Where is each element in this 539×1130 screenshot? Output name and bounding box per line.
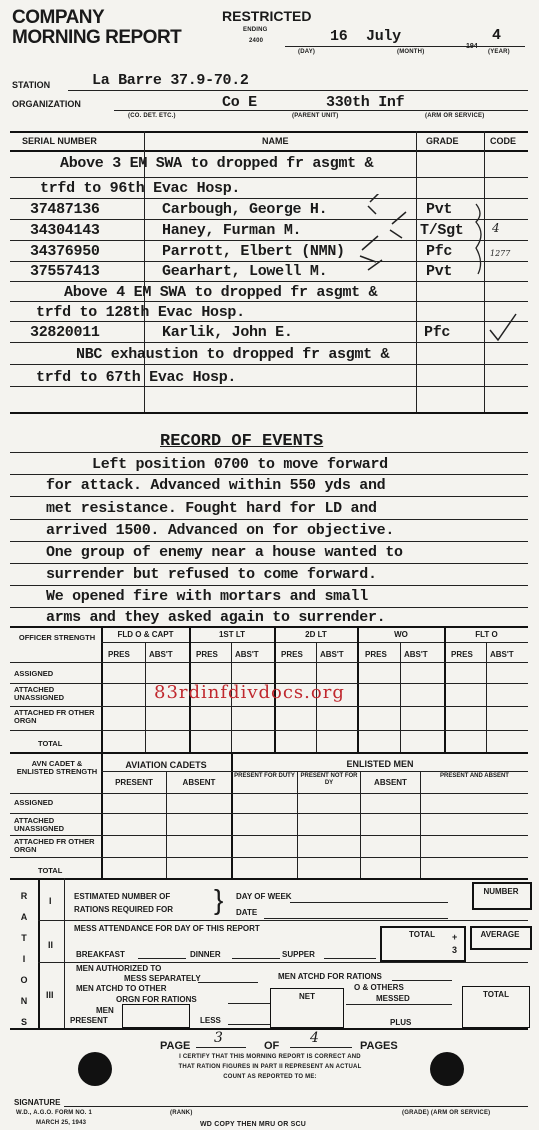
em-col-present-absent: PRESENT AND ABSENT [440,773,509,779]
record-line: One group of enemy near a house wanted to [46,544,403,561]
entry-grade: Pvt [426,263,453,280]
handwritten-marks [340,194,530,344]
breakfast-label: BREAKFAST [76,950,125,959]
watermark: 83rdinfdivdocs.org [154,682,345,703]
col-name: NAME [262,136,289,146]
officer-abst: ABS'T [320,650,344,659]
entry-grade: Pfc [426,243,453,260]
officer-abst: ABS'T [404,650,428,659]
men-present-box [122,1004,190,1028]
officer-row-assigned: ASSIGNED [14,669,54,678]
pages-label: PAGES [360,1040,398,1052]
entry-name: Haney, Furman M. [162,222,302,239]
form-title-line2: MORNING REPORT [12,27,182,48]
men-present-line2: PRESENT [70,1016,108,1025]
auth-line2: MESS SEPARATELY [124,974,201,983]
officer-abst: ABS'T [490,650,514,659]
entry-grade: Pvt [426,201,453,218]
rations-est-line2: RATIONS REQUIRED FOR [74,905,173,914]
month-label: (MONTH) [397,49,425,55]
entry-serial: 37557413 [30,263,100,280]
officer-pres: PRES [365,650,387,659]
station-value: La Barre 37.9-70.2 [92,72,249,89]
entry-name: Karlik, John E. [162,324,293,341]
grade-arm-label: (GRADE) (ARM OR SERVICE) [402,1110,491,1116]
em-col-present-duty: PRESENT FOR DUTY [234,773,295,779]
entry-text: Above 4 EM SWA to dropped fr asgmt & [64,284,378,301]
mess-total-label: TOTAL [409,930,435,939]
org-sub-parent: (PARENT UNIT) [292,113,339,119]
officer-group-1st-lt: 1ST LT [218,630,246,639]
record-line: Left position 0700 to move forward [92,456,388,473]
company-value: Co E [222,94,257,111]
officer-group-wo: WO [394,630,408,639]
officer-abst: ABS'T [235,650,259,659]
officer-row-attached-unassigned: ATTACHED UNASSIGNED [14,685,65,702]
entry-name: Gearhart, Lowell M. [162,263,328,280]
month-value: July [366,28,401,45]
year-label: (YEAR) [488,49,510,55]
svg-text:1277: 1277 [490,249,511,258]
day-value: 16 [330,28,348,45]
certify-line3: COUNT AS REPORTED TO ME: [223,1074,317,1080]
plus-sign: + [452,932,458,942]
officer-row-attached-fr: ATTACHED FR OTHER ORGN [14,708,95,725]
atchd-line2: ORGN FOR RATIONS [116,995,197,1004]
atchd-for-line3: MESSED [376,994,410,1003]
svg-text:4: 4 [492,221,500,235]
entry-text: trfd to 67th Evac Hosp. [36,369,237,386]
atchd-line1: MEN ATCHD TO OTHER [76,984,167,993]
cadet-col-present: PRESENT [115,778,153,787]
col-grade: GRADE [426,136,459,146]
officer-strength-title: OFFICER STRENGTH [18,633,96,642]
record-line: arms and they asked again to surrender. [46,609,386,626]
certify-line2: THAT RATION FIGURES IN PART II REPRESENT AN ACTUAL [178,1064,362,1070]
rations-side-label: R A T I O N S [20,891,28,1027]
form-title-line1: COMPANY [12,7,105,28]
enlisted-row-attached-fr: ATTACHED FR OTHER ORGN [14,837,95,854]
copy-distribution: WD COPY THEN MRU OR SCU [200,1121,306,1128]
officer-pres: PRES [196,650,218,659]
record-line: arrived 1500. Advanced on for objective. [46,522,395,539]
rations-est-line1: ESTIMATED NUMBER OF [74,892,171,901]
atchd-for-line2: O & OTHERS [354,983,404,992]
officer-row-total: TOTAL [38,739,63,748]
dinner-label: DINNER [190,950,221,959]
rations-section-iii: III [46,990,54,1000]
rank-label: (RANK) [170,1110,193,1116]
average-label: AVERAGE [480,930,520,939]
entry-serial: 32820011 [30,324,100,341]
org-sub-arm: (ARM OR SERVICE) [425,113,485,119]
entry-name: Carbough, George H. [162,201,328,218]
entry-serial: 37487136 [30,201,100,218]
entry-serial: 34376950 [30,243,100,260]
auth-line1: MEN AUTHORIZED TO [76,964,162,973]
record-line: surrender but refused to come forward. [46,566,377,583]
entry-grade: T/Sgt [420,222,464,239]
plus-label: PLUS [390,1018,412,1027]
men-present-line1: MEN [96,1006,114,1015]
enlisted-strength-title: AVN CADET & ENLISTED STRENGTH [16,759,98,776]
officer-pres: PRES [281,650,303,659]
record-line: met resistance. Fought hard for LD and [46,500,377,517]
record-line: We opened fire with mortars and small [46,588,368,605]
punch-hole-left [78,1052,112,1086]
certify-line1: I CERTIFY THAT THIS MORNING REPORT IS CORRECT AND [179,1054,361,1060]
rations-total-label: TOTAL [483,990,509,999]
station-label: STATION [12,80,51,90]
officer-pres: PRES [108,650,130,659]
org-sub-co: (CO. DET. ETC.) [128,113,176,119]
of-value: 4 [310,1030,319,1046]
of-label: OF [264,1040,280,1052]
entry-grade: Pfc [424,324,451,341]
entry-text: trfd to 96th Evac Hosp. [40,180,241,197]
page-label: PAGE [160,1040,191,1052]
col-serial-number: SERIAL NUMBER [22,136,97,146]
restricted-stamp: RESTRICTED [222,8,312,24]
em-col-present-not-duty: PRESENT NOT FOR DY [300,773,358,786]
officer-group-fld: FLD O & CAPT [117,630,174,639]
organization-label: ORGANIZATION [12,99,81,109]
year-prefix: 194 [466,43,478,50]
officer-group-flt-o: FLT O [475,630,498,639]
entry-text: Above 3 EM SWA to dropped fr asgmt & [60,155,374,172]
enlisted-row-assigned: ASSIGNED [14,798,54,807]
unit-value: 330th Inf [326,94,405,111]
rations-section-ii: II [48,940,54,950]
form-number: W.D., A.G.O. FORM NO. 1 [16,1110,93,1116]
less-label: LESS [200,1016,221,1025]
net-label: NET [299,992,315,1001]
enlisted-row-attached-unassigned: ATTACHED UNASSIGNED [14,816,65,833]
number-label: NUMBER [483,887,519,896]
officer-group-2d-lt: 2D LT [305,630,327,639]
entry-name: Parrott, Elbert (NMN) [162,243,345,260]
mess-attendance-label: MESS ATTENDANCE FOR DAY OF THIS REPORT [74,924,260,933]
supper-label: SUPPER [282,950,315,959]
brace-glyph: } [214,884,224,915]
divide-three: 3 [452,945,458,955]
officer-pres: PRES [451,650,473,659]
record-of-events-heading: RECORD OF EVENTS [160,432,324,451]
day-of-week-label: DAY OF WEEK [236,892,292,901]
col-code: CODE [490,136,517,146]
enlisted-men-header: ENLISTED MEN [346,759,414,769]
enlisted-row-total: TOTAL [38,866,63,875]
atchd-for-line1: MEN ATCHD FOR RATIONS [278,972,382,981]
em-col-absent: ABSENT [374,778,407,787]
punch-hole-right [430,1052,464,1086]
form-date: MARCH 25, 1943 [36,1120,87,1126]
entry-text: trfd to 128th Evac Hosp. [36,304,245,321]
date-label: DATE [236,908,258,917]
entry-text: NBC exhaustion to dropped fr asgmt & [76,346,390,363]
signature-label: SIGNATURE [14,1098,61,1107]
aviation-cadets-header: AVIATION CADETS [125,760,207,770]
ending-label: ENDING [243,27,268,33]
ending-time: 2400 [249,38,264,44]
day-label: (DAY) [298,49,316,55]
cadet-col-absent: ABSENT [182,778,216,787]
year-value: 4 [492,27,501,44]
rations-section-i: I [49,896,52,906]
entry-serial: 34304143 [30,222,100,239]
page-value: 3 [214,1030,223,1046]
record-line: for attack. Advanced within 550 yds and [46,477,386,494]
officer-abst: ABS'T [149,650,173,659]
